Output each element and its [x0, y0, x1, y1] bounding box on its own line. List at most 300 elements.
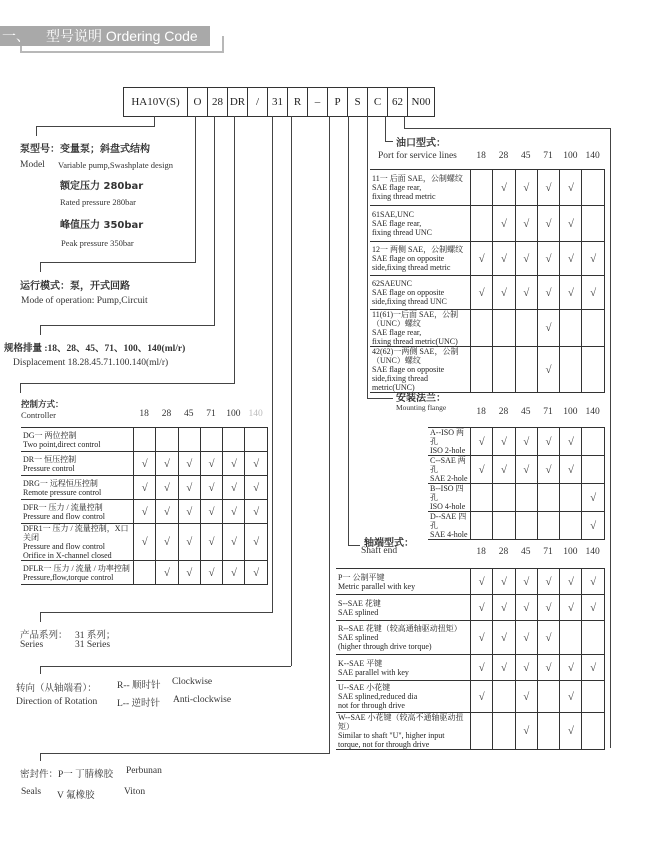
row-label-en: fixing thread metric	[372, 192, 436, 201]
rotation-l-zh: L-- 逆时针	[117, 699, 161, 709]
check-mark-icon: √	[500, 601, 507, 614]
check-cell	[515, 456, 537, 484]
code-segment: HA10V(S)	[131, 96, 180, 108]
shaft-title-en: Shaft end	[361, 546, 398, 556]
row-label	[21, 428, 134, 452]
check-cell	[582, 621, 604, 655]
size-header: 140	[585, 547, 600, 557]
check-cell	[245, 561, 267, 585]
port-size-header	[470, 151, 604, 161]
row-label-en: SAE flage rear,	[372, 183, 422, 192]
connector-line	[214, 116, 215, 325]
connector-line	[40, 666, 291, 667]
check-cell	[560, 310, 582, 347]
check-cell	[471, 655, 493, 681]
row-label-en: SAE parallel with key	[338, 667, 409, 677]
section-number: 一、	[2, 28, 30, 44]
check-mark-icon: √	[500, 252, 507, 265]
check-cell	[582, 310, 604, 347]
connector-line	[36, 126, 155, 127]
row-label	[336, 595, 471, 621]
row-label	[428, 512, 471, 540]
connector-line	[385, 141, 393, 142]
check-mark-icon: √	[253, 566, 260, 579]
row-label-zh: 42(62)一两侧 SAE，公制（UNC）螺纹	[372, 347, 459, 365]
row-label-en: Metric parallel with key	[338, 581, 416, 591]
check-cell	[582, 681, 604, 713]
connector-line	[40, 612, 41, 622]
check-cell	[515, 512, 537, 540]
table-row	[336, 681, 604, 713]
check-mark-icon: √	[478, 690, 485, 703]
table-row	[21, 500, 267, 524]
check-mark-icon: √	[186, 481, 193, 494]
check-cell	[471, 713, 493, 750]
check-cell	[471, 170, 493, 206]
connector-line	[40, 262, 41, 272]
model-title: 泵型号：变量泵；斜盘式结构	[20, 144, 150, 155]
check-cell	[582, 595, 604, 621]
check-mark-icon: √	[230, 457, 237, 470]
check-cell	[493, 170, 515, 206]
check-cell	[471, 310, 493, 347]
check-cell	[245, 476, 267, 500]
check-mark-icon: √	[163, 505, 170, 518]
row-label-en: SAE 2-hole	[430, 474, 468, 483]
connector-line	[36, 126, 37, 136]
check-cell	[178, 476, 200, 500]
connector-line	[610, 128, 611, 748]
check-mark-icon: √	[523, 690, 530, 703]
row-label-en: SAE splined	[338, 607, 379, 617]
check-mark-icon: √	[186, 457, 193, 470]
table-row	[370, 347, 604, 393]
size-header: 100	[226, 409, 241, 419]
check-mark-icon: √	[590, 491, 597, 504]
row-label-zh: 12一 两侧 SAE，公制螺纹	[372, 245, 464, 254]
check-mark-icon: √	[567, 252, 574, 265]
check-cell	[471, 681, 493, 713]
code-segment: R	[287, 88, 307, 116]
row-label-en: Pressure,flow,torque control	[23, 572, 114, 582]
port-title-en: Port for service lines	[378, 151, 457, 161]
check-mark-icon: √	[567, 725, 574, 737]
check-cell	[493, 276, 515, 310]
size-header: 71	[543, 407, 553, 417]
row-label-en: SAE flage on opposite	[372, 288, 445, 297]
row-label-zh: P一 公制平键	[338, 572, 385, 582]
code-segment: 62	[387, 88, 407, 116]
check-cell	[493, 206, 515, 242]
check-mark-icon: √	[500, 286, 507, 299]
check-cell	[493, 456, 515, 484]
check-cell	[156, 428, 178, 452]
check-mark-icon: √	[478, 286, 485, 299]
check-cell	[582, 512, 604, 540]
row-label-en: ISO 2-hole	[430, 446, 466, 455]
check-mark-icon: √	[567, 217, 574, 230]
check-cell	[223, 500, 245, 524]
check-mark-icon: √	[253, 457, 260, 470]
row-label-en: ISO 4-hole	[430, 502, 466, 511]
check-cell	[471, 347, 493, 393]
row-label	[428, 456, 471, 484]
check-cell	[537, 310, 559, 347]
check-mark-icon: √	[186, 505, 193, 518]
series-en-value: 31 Series	[75, 640, 111, 650]
table-row	[21, 476, 267, 500]
check-cell	[582, 242, 604, 276]
check-cell	[178, 561, 200, 585]
ordering-code	[123, 87, 435, 117]
check-mark-icon: √	[590, 252, 597, 265]
check-mark-icon: √	[590, 286, 597, 299]
check-mark-icon: √	[500, 217, 507, 230]
row-label	[21, 524, 134, 561]
check-cell	[537, 655, 559, 681]
row-label-en: SAE flage rear,	[372, 328, 422, 337]
check-cell	[223, 428, 245, 452]
check-cell	[134, 476, 156, 500]
table-row	[336, 569, 604, 595]
check-mark-icon: √	[163, 536, 170, 548]
check-cell	[471, 456, 493, 484]
row-label-zh: C--SAE 两孔	[430, 456, 466, 474]
size-header: 71	[543, 547, 553, 557]
check-mark-icon: √	[163, 481, 170, 494]
check-mark-icon: √	[523, 661, 530, 674]
row-label-en: Orifice in X-channel closed	[23, 551, 112, 560]
check-mark-icon: √	[478, 601, 485, 614]
row-label	[336, 621, 471, 655]
check-mark-icon: √	[545, 252, 552, 265]
row-label	[336, 655, 471, 681]
check-cell	[493, 655, 515, 681]
check-cell	[560, 512, 582, 540]
port-title-zh: 油口型式：	[396, 138, 446, 149]
check-mark-icon: √	[523, 575, 530, 588]
connector-line	[404, 116, 405, 128]
row-label-en: fixing thread metric(UNC)	[372, 337, 458, 346]
check-cell	[582, 206, 604, 242]
check-cell	[515, 655, 537, 681]
check-cell	[560, 347, 582, 393]
row-label-zh: B--ISO 四孔	[430, 484, 464, 502]
check-cell	[493, 595, 515, 621]
check-mark-icon: √	[590, 519, 597, 532]
row-label-en: SAE flage on opposite	[372, 254, 445, 263]
row-label-en: Pressure and flow control	[23, 542, 105, 551]
row-label-en: Pressure and flow control	[23, 511, 105, 521]
row-label-en: torque, not for through drive	[338, 740, 430, 749]
row-label-zh: DFR1一 压力 / 流量控制，X口关闭	[23, 524, 129, 542]
size-header: 100	[563, 547, 578, 557]
check-cell	[493, 713, 515, 750]
connector-line	[20, 383, 21, 393]
check-cell	[582, 276, 604, 310]
controller-title-en: Controller	[21, 410, 56, 420]
check-cell	[537, 569, 559, 595]
check-cell	[493, 242, 515, 276]
mounting-title-zh: 安装法兰：	[396, 393, 446, 404]
row-label	[370, 347, 471, 393]
check-cell	[156, 561, 178, 585]
check-cell	[515, 206, 537, 242]
table-row	[370, 242, 604, 276]
check-mark-icon: √	[545, 463, 552, 476]
check-mark-icon: √	[208, 505, 215, 518]
row-label	[370, 242, 471, 276]
check-cell	[515, 276, 537, 310]
seals-v-zh: V 氟橡胶	[57, 791, 95, 801]
size-header: 45	[520, 151, 531, 161]
row-label-en: SAE splined	[338, 633, 379, 642]
check-cell	[582, 713, 604, 750]
check-cell	[515, 242, 537, 276]
shaft-table	[336, 568, 605, 750]
check-mark-icon: √	[523, 601, 530, 614]
row-label	[370, 206, 471, 242]
check-cell	[493, 569, 515, 595]
check-cell	[537, 428, 559, 456]
check-mark-icon: √	[567, 575, 574, 588]
table-row	[370, 170, 604, 206]
shaft-size-header	[470, 547, 604, 557]
row-label	[336, 681, 471, 713]
series-zh-value: 31 系列；	[75, 631, 116, 641]
model-label: Model	[20, 160, 45, 170]
table-row	[370, 310, 604, 347]
code-segment: P	[327, 88, 347, 116]
check-mark-icon: √	[500, 661, 507, 674]
connector-line	[40, 753, 41, 761]
rotation-zh-label: 转向（从轴端看）：	[16, 683, 97, 694]
check-mark-icon: √	[230, 481, 237, 494]
check-mark-icon: √	[500, 181, 507, 194]
table-row	[21, 561, 267, 585]
check-mark-icon: √	[523, 435, 530, 448]
check-mark-icon: √	[230, 505, 237, 518]
row-label-zh: S--SAE 花键	[338, 598, 381, 608]
row-label-en: Similar to shaft "U", higher input	[338, 731, 445, 740]
check-cell	[582, 456, 604, 484]
code-segment: N00	[407, 88, 434, 116]
size-header: 18	[476, 407, 486, 417]
rotation-en-label: Direction of Rotation	[16, 697, 98, 707]
check-mark-icon: √	[545, 286, 552, 299]
table-row	[336, 595, 604, 621]
check-mark-icon: √	[545, 322, 552, 334]
check-cell	[537, 713, 559, 750]
connector-line	[291, 116, 292, 666]
check-mark-icon: √	[141, 505, 148, 518]
row-label-zh: 61SAE,UNC	[372, 210, 415, 219]
connector-line	[367, 398, 393, 399]
row-label-en: SAE flage on opposite	[372, 365, 445, 374]
code-segment: S	[347, 88, 367, 116]
table-row	[336, 713, 604, 750]
check-cell	[178, 452, 200, 476]
check-cell	[134, 500, 156, 524]
check-mark-icon: √	[141, 457, 148, 470]
connector-line	[367, 116, 368, 398]
check-cell	[537, 347, 559, 393]
row-label-en: SAE flage rear,	[372, 219, 422, 228]
code-segment: DR	[227, 88, 247, 116]
controller-title-zh: 控制方式：	[21, 400, 64, 410]
check-mark-icon: √	[478, 463, 485, 476]
check-cell	[471, 512, 493, 540]
check-mark-icon: √	[567, 601, 574, 614]
check-cell	[537, 170, 559, 206]
check-mark-icon: √	[567, 463, 574, 476]
mounting-table	[428, 427, 605, 540]
code-segment: /	[247, 88, 267, 116]
check-cell	[471, 428, 493, 456]
table-row	[21, 428, 267, 452]
row-label	[370, 276, 471, 310]
row-label-zh: DFR一 压力 / 流量控制	[23, 502, 103, 512]
connector-line	[195, 116, 196, 262]
check-mark-icon: √	[141, 536, 148, 548]
check-mark-icon: √	[500, 435, 507, 448]
check-cell	[560, 655, 582, 681]
section-title: 型号说明 Ordering Code	[46, 28, 198, 44]
check-cell	[537, 512, 559, 540]
check-mark-icon: √	[523, 217, 530, 230]
check-mark-icon: √	[208, 481, 215, 494]
check-cell	[223, 476, 245, 500]
check-mark-icon: √	[567, 286, 574, 299]
row-label-zh: A--ISO 两孔	[430, 428, 464, 446]
row-label	[370, 310, 471, 347]
check-mark-icon: √	[523, 181, 530, 194]
check-mark-icon: √	[163, 457, 170, 470]
check-mark-icon: √	[523, 725, 530, 737]
row-label-zh: DR一 恒压控制	[23, 454, 77, 464]
row-label-zh: U--SAE 小花键	[338, 683, 391, 692]
size-header: 140	[585, 407, 600, 417]
check-mark-icon: √	[500, 463, 507, 476]
check-mark-icon: √	[590, 661, 597, 674]
check-mark-icon: √	[545, 435, 552, 448]
connector-line	[272, 116, 273, 612]
connector-line	[348, 545, 360, 546]
check-mark-icon: √	[545, 217, 552, 230]
check-cell	[515, 310, 537, 347]
size-header: 100	[563, 151, 578, 161]
peak-pressure-zh: 峰值压力 350bar	[60, 220, 144, 231]
row-label-en: not for through drive	[338, 701, 405, 710]
size-header: 45	[520, 407, 531, 417]
check-mark-icon: √	[567, 690, 574, 703]
check-mark-icon: √	[545, 601, 552, 614]
row-label-zh: 11(61)一后面 SAE，公制（UNC）螺纹	[372, 310, 459, 328]
check-cell	[537, 206, 559, 242]
check-cell	[493, 512, 515, 540]
size-header: 18	[476, 151, 486, 161]
check-cell	[200, 561, 222, 585]
table-row	[21, 524, 267, 561]
check-mark-icon: √	[208, 566, 215, 579]
check-cell	[134, 428, 156, 452]
row-label	[21, 500, 134, 524]
mounting-title-en: Mounting flange	[396, 403, 447, 412]
check-cell	[178, 428, 200, 452]
check-mark-icon: √	[545, 575, 552, 588]
check-cell	[515, 713, 537, 750]
check-cell	[471, 206, 493, 242]
check-cell	[223, 524, 245, 561]
row-label-en: SAE splined,reduced dia	[338, 692, 418, 701]
check-cell	[537, 456, 559, 484]
check-cell	[200, 476, 222, 500]
check-cell	[493, 621, 515, 655]
size-header: 100	[563, 407, 578, 417]
rated-pressure-zh: 额定压力 280bar	[60, 181, 144, 192]
check-cell	[537, 276, 559, 310]
table-row	[370, 206, 604, 242]
check-cell	[560, 713, 582, 750]
check-cell	[560, 276, 582, 310]
check-cell	[200, 452, 222, 476]
connector-line	[40, 753, 330, 754]
row-label	[428, 484, 471, 512]
table-row	[428, 428, 604, 456]
check-cell	[156, 524, 178, 561]
check-mark-icon: √	[163, 566, 170, 579]
table-row	[428, 456, 604, 484]
rotation-r-en: Clockwise	[172, 677, 213, 687]
check-cell	[515, 621, 537, 655]
displacement-en: Displacement 18.28.45.71.100.140(ml/r)	[13, 358, 169, 368]
size-header: 28	[498, 547, 509, 557]
check-mark-icon: √	[186, 566, 193, 579]
check-cell	[471, 621, 493, 655]
check-cell	[560, 170, 582, 206]
seals-en-label: Seals	[21, 787, 42, 797]
size-header: 28	[498, 151, 509, 161]
check-mark-icon: √	[545, 363, 552, 376]
table-row	[336, 621, 604, 655]
connector-line	[40, 666, 41, 674]
connector-line	[234, 116, 235, 383]
check-mark-icon: √	[208, 536, 215, 548]
check-mark-icon: √	[253, 505, 260, 518]
mounting-size-header	[470, 407, 604, 417]
controller-size-header	[133, 409, 267, 419]
check-cell	[582, 655, 604, 681]
check-cell	[537, 484, 559, 512]
check-cell	[582, 347, 604, 393]
check-cell	[560, 206, 582, 242]
size-header: 140	[585, 151, 600, 161]
check-cell	[245, 524, 267, 561]
displacement-zh: 规格排量 :18、28、45、71、100、140(ml/r)	[4, 344, 186, 354]
code-segment: C	[367, 88, 387, 116]
check-mark-icon: √	[590, 575, 597, 588]
code-segment: O	[187, 88, 207, 116]
connector-line	[20, 383, 235, 384]
rotation-l-en: Anti-clockwise	[173, 695, 232, 705]
table-row	[428, 484, 604, 512]
connector-line	[40, 325, 215, 326]
row-label-en: Pressure control	[23, 463, 75, 473]
check-mark-icon: √	[523, 252, 530, 265]
check-mark-icon: √	[500, 575, 507, 588]
check-cell	[537, 242, 559, 276]
row-label-zh: 62SAEUNC	[372, 279, 413, 288]
